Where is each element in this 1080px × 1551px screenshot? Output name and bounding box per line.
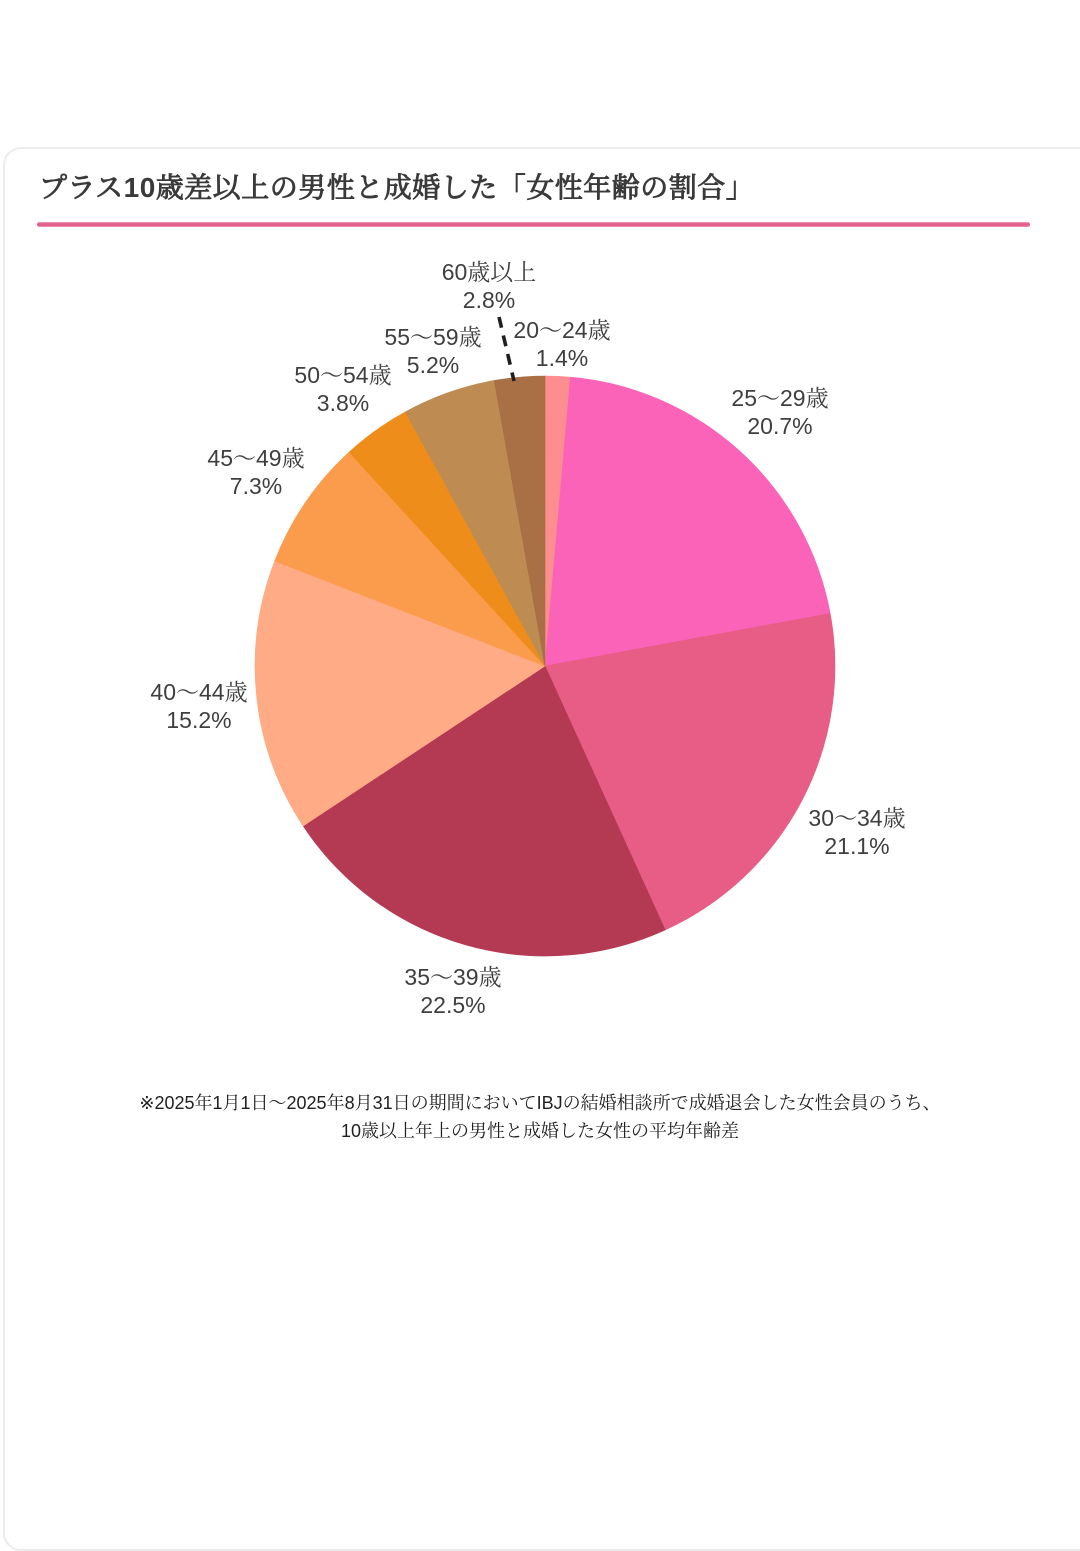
page-title: プラス10歳差以上の男性と成婚した「女性年齢の割合」 bbox=[39, 172, 755, 203]
slice-label-category: 40〜44歳 bbox=[150, 679, 248, 705]
slice-label-category: 60歳以上 bbox=[441, 259, 537, 285]
slice-label-value: 1.4% bbox=[535, 345, 589, 371]
slice-label-value: 22.5% bbox=[420, 992, 486, 1018]
slice-label-category: 25〜29歳 bbox=[731, 385, 829, 411]
slice-label-30-34 bbox=[808, 804, 905, 860]
slice-label-category: 35〜39歳 bbox=[404, 964, 502, 990]
slice-label-category: 55〜59歳 bbox=[384, 324, 482, 350]
slice-label-40-44 bbox=[150, 678, 247, 734]
slice-label-value: 15.2% bbox=[166, 707, 232, 733]
slice-label-20-24 bbox=[513, 316, 610, 372]
slice-label-45-49 bbox=[207, 444, 304, 500]
slice-label-value: 2.8% bbox=[462, 287, 516, 313]
slice-label-35-39 bbox=[404, 963, 501, 1019]
slice-label-value: 3.8% bbox=[316, 390, 370, 416]
footnote-line-1: ※2025年1月1日〜2025年8月31日の期間においてIBJの結婚相談所で成婚退会した女性会員のうち、 bbox=[139, 1093, 941, 1113]
slice-label-25-29 bbox=[731, 384, 828, 440]
footnote-line-2: 10歳以上年上の男性と成婚した女性の平均年齢差 bbox=[340, 1121, 740, 1141]
slice-label-50-54 bbox=[294, 361, 391, 417]
slice-label-category: 50〜54歳 bbox=[294, 362, 392, 388]
footnote bbox=[0, 1089, 1080, 1145]
leader-line-60plus bbox=[499, 317, 514, 381]
slice-label-category: 20〜24歳 bbox=[513, 317, 611, 343]
slice-label-value: 21.1% bbox=[824, 833, 890, 859]
slice-label-60plus bbox=[442, 258, 537, 314]
slice-label-value: 20.7% bbox=[747, 413, 813, 439]
slice-label-category: 45〜49歳 bbox=[207, 445, 305, 471]
slice-label-55-59 bbox=[384, 323, 481, 379]
slice-label-value: 7.3% bbox=[229, 473, 283, 499]
slice-label-category: 30〜34歳 bbox=[808, 805, 906, 831]
slice-label-value: 5.2% bbox=[406, 352, 460, 378]
